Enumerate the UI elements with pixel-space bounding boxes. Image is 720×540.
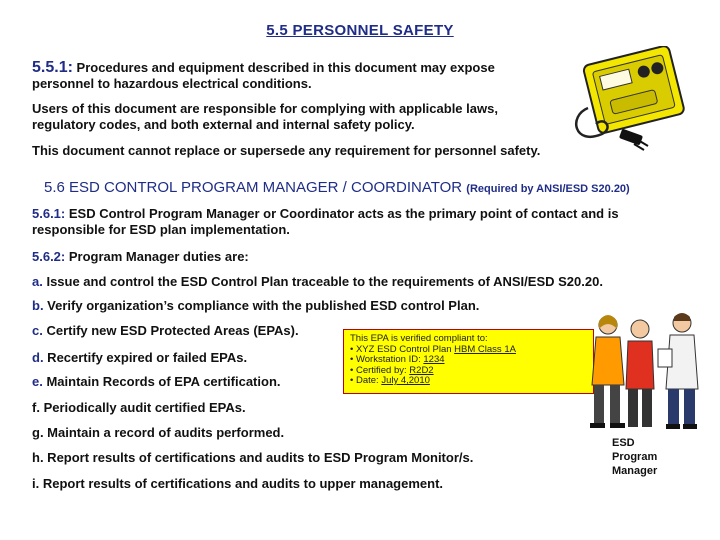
duty-item-i bbox=[32, 476, 592, 492]
section-text-line2: personnel to hazardous electrical conditions. bbox=[32, 76, 312, 91]
duty-letter: a. bbox=[32, 274, 43, 289]
duty-text: Report results of certifications and audits to ESD Program Monitor/s. bbox=[43, 450, 474, 465]
epa-label-heading: This EPA is verified compliant to: bbox=[350, 333, 488, 344]
caption-line3: Manager bbox=[612, 465, 658, 477]
duty-item-h bbox=[32, 450, 592, 466]
field-value: HBM Class 1A bbox=[454, 343, 516, 355]
duty-letter: c. bbox=[32, 323, 43, 338]
section-text-line1: ESD Control Program Manager or Coordinator acts as the primary point of contact and is bbox=[65, 206, 619, 221]
duty-text: Verify organization’s compliance with the published ESD control Plan. bbox=[43, 298, 480, 313]
duty-letter: e. bbox=[32, 374, 43, 389]
section-5-5-1 bbox=[32, 60, 572, 92]
duty-text: Certify new ESD Protected Areas (EPAs). bbox=[42, 323, 299, 338]
section-5-6-1 bbox=[32, 206, 702, 238]
heading-text: 5.6 ESD CONTROL PROGRAM MANAGER / COORDINATOR bbox=[44, 179, 463, 196]
duty-item-c bbox=[32, 323, 342, 339]
duty-letter: f. bbox=[32, 400, 40, 415]
field-value: R2D2 bbox=[409, 364, 434, 376]
duty-text: Maintain a record of audits performed. bbox=[43, 425, 285, 440]
duty-text: Periodically audit certified EPAs. bbox=[39, 400, 246, 415]
section-number: 5.5.1: bbox=[32, 59, 73, 76]
duty-text: Maintain Records of EPA certification. bbox=[42, 374, 281, 389]
epa-certification-label bbox=[343, 329, 594, 394]
duty-item-e bbox=[32, 374, 342, 390]
duty-letter: d. bbox=[32, 350, 44, 365]
epa-label-date bbox=[350, 376, 587, 387]
duty-letter: h. bbox=[32, 450, 44, 465]
field-label: • Certified by: bbox=[350, 364, 410, 376]
caption-line1: ESD bbox=[612, 437, 635, 449]
cannot-paragraph: This document cannot replace or supersede any requirement for personnel safety. bbox=[32, 143, 541, 158]
section-number: 5.6.1: bbox=[32, 206, 66, 221]
duty-text: Report results of certifications and audits to upper management. bbox=[39, 476, 444, 491]
page-title: 5.5 PERSONNEL SAFETY bbox=[266, 22, 454, 39]
section-text-line1: Procedures and equipment described in this document may expose bbox=[72, 60, 495, 75]
duty-item-d bbox=[32, 350, 342, 366]
heading-note: (Required by ANSI/ESD S20.20) bbox=[466, 183, 630, 195]
caption-line2: Program bbox=[612, 451, 658, 463]
field-value: July 4,2010 bbox=[381, 375, 430, 386]
duty-item-f bbox=[32, 400, 432, 416]
field-value: 1234 bbox=[423, 354, 445, 365]
duty-letter: g. bbox=[32, 425, 44, 440]
esd-tester-illustration bbox=[568, 46, 708, 156]
section-number: 5.6.2: bbox=[32, 249, 66, 264]
users-line1: Users of this document are responsible for complying with applicable laws, bbox=[32, 101, 498, 116]
duty-item-g bbox=[32, 425, 432, 441]
illustration-caption bbox=[612, 436, 692, 478]
esd-program-manager-illustration bbox=[580, 305, 715, 435]
field-label: • Date: bbox=[350, 375, 382, 386]
duty-text: Recertify expired or failed EPAs. bbox=[43, 350, 248, 365]
section-5-6-2 bbox=[32, 249, 532, 265]
duty-item-a bbox=[32, 274, 692, 290]
duty-text: Issue and control the ESD Control Plan traceable to the requirements of ANSI/ESD S20.20. bbox=[42, 274, 603, 289]
section-text-line2: responsible for ESD plan implementation. bbox=[32, 222, 290, 237]
section-5-6-heading bbox=[44, 179, 720, 196]
users-paragraph bbox=[32, 101, 572, 133]
duty-letter: b. bbox=[32, 298, 44, 313]
section-text: Program Manager duties are: bbox=[65, 249, 249, 264]
field-label: • Workstation ID: bbox=[350, 354, 424, 365]
users-line2: regulatory codes, and both external and internal safety policy. bbox=[32, 117, 415, 132]
duty-letter: i. bbox=[32, 476, 40, 491]
field-label: • XYZ ESD Control Plan bbox=[350, 343, 455, 355]
